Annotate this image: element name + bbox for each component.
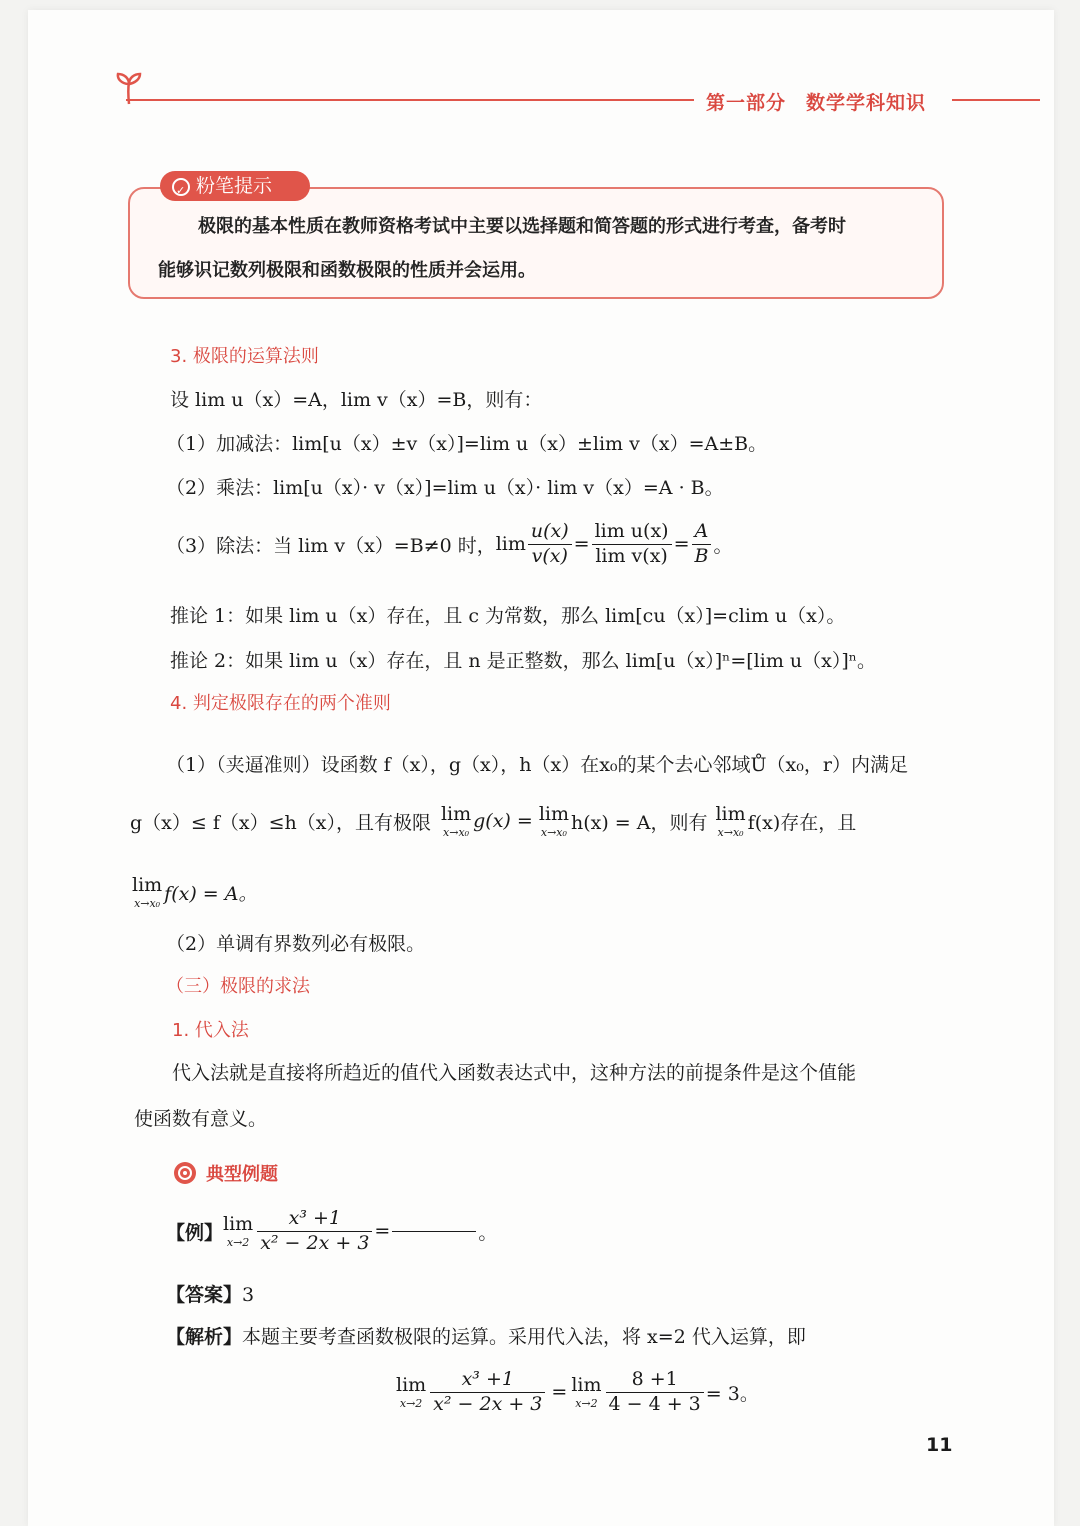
sol-lim-2: lim x→2 bbox=[571, 1373, 602, 1410]
sol-lim-1: lim x→2 bbox=[396, 1373, 427, 1410]
check-mark: ✓ bbox=[176, 184, 186, 197]
section-heading-1: 1. 代入法 bbox=[172, 1020, 249, 1041]
lim-4: lim x→x₀ bbox=[132, 873, 163, 910]
rule-add: （1）加减法：lim[u（x）±v（x）]=lim u（x）±lim v（x）=A±B。 bbox=[166, 433, 768, 455]
tip-box bbox=[128, 187, 944, 299]
frac3-num: A bbox=[692, 520, 712, 545]
rule-intro: 设 lim u（x）=A，lim v（x）=B，则有： bbox=[170, 389, 543, 411]
lim-1: lim x→x₀ bbox=[440, 802, 472, 839]
method-line1: 代入法就是直接将所趋近的值代入函数表达式中，这种方法的前提条件是这个值能 bbox=[172, 1062, 857, 1084]
method-line2: 使函数有意义。 bbox=[134, 1108, 268, 1130]
rule-div-frac1 bbox=[528, 520, 572, 569]
sol-result: = 3。 bbox=[705, 1382, 759, 1405]
header-line-right bbox=[952, 99, 1040, 101]
tip-label-badge bbox=[160, 171, 310, 201]
frac2-den: lim v(x) bbox=[595, 544, 668, 567]
typical-example-heading: 典型例题 bbox=[206, 1164, 278, 1185]
corollary-2: 推论 2：如果 lim u（x）存在，且 n 是正整数，那么 lim[u（x）]ⁿ=[lim u（x）]ⁿ。 bbox=[170, 650, 876, 672]
header-title: 第一部分 数学学科知识 bbox=[706, 92, 927, 114]
tip-label: 粉笔提示 bbox=[196, 175, 273, 197]
c1-line2b: g(x) = bbox=[473, 810, 533, 832]
corollary-1: 推论 1：如果 lim u（x）存在，且 c 为常数，那么 lim[cu（x）]=clim u（x）。 bbox=[170, 605, 846, 627]
page-number: 11 bbox=[926, 1434, 953, 1456]
example-lim: lim x→2 bbox=[223, 1212, 254, 1249]
c1-line2c: h(x) = A，则有 bbox=[570, 811, 708, 834]
lim-3: lim x→x₀ bbox=[715, 802, 746, 839]
answer-value: 3 bbox=[242, 1284, 255, 1306]
analysis-text: 本题主要考查函数极限的运算。采用代入法，将 x=2 代入运算，即 bbox=[242, 1326, 806, 1348]
answer-tag: 【答案】 bbox=[166, 1284, 243, 1306]
frac1-num: u(x) bbox=[528, 520, 572, 545]
example-question: 【例】 lim x→2 $\frac{\text{x³ +1}}{\text{x² − 2x + 3}}$ = 。 bbox=[166, 1206, 498, 1254]
rule-div-frac3 bbox=[692, 520, 712, 569]
criterion-2: （2）单调有界数列必有极限。 bbox=[166, 933, 426, 955]
criterion-1-line2 bbox=[130, 798, 856, 844]
answer-line bbox=[166, 1280, 254, 1307]
solution-equation: lim x→2 $\frac{\text{x³ +1}}{\text{x² − 2x + 3}}$ = lim x→2 $\frac{8 +1}{4 - 4 + 3}$ = 3。 bbox=[396, 1367, 759, 1415]
rule-div-frac2 bbox=[592, 520, 672, 569]
analysis-line bbox=[166, 1322, 806, 1349]
tip-text-line2: 能够识记数列极限和函数极限的性质并会运用。 bbox=[158, 260, 536, 281]
frac3-den: B bbox=[694, 544, 709, 567]
section-heading-san: （三）极限的求法 bbox=[166, 976, 310, 997]
section-heading-3: 3. 极限的运算法则 bbox=[170, 346, 319, 367]
example-tag: 【例】 bbox=[166, 1221, 224, 1244]
header-line-left bbox=[126, 99, 694, 101]
gear-icon bbox=[172, 1160, 198, 1186]
analysis-tag: 【解析】 bbox=[166, 1326, 243, 1348]
frac1-den: v(x) bbox=[531, 544, 568, 567]
rule-div-lim: lim bbox=[495, 533, 526, 555]
criterion-1-line1: （1）（夹逼准则）设函数 f（x），g（x），h（x）在x₀的某个去心邻域Ů（x₀，r）内满足 bbox=[166, 754, 908, 776]
criterion-1-line3 bbox=[132, 870, 257, 914]
c1-line2a: g（x）≤ f（x）≤h（x），且有极限 bbox=[130, 811, 431, 834]
sol-frac-2: $\frac{8 +1}{4 - 4 + 3}$ bbox=[606, 1368, 704, 1417]
example-frac: $\frac{\text{x³ +1}}{\text{x² − 2x + 3}}$ bbox=[257, 1207, 372, 1256]
c1-line2d: f(x)存在，且 bbox=[747, 811, 857, 834]
section-heading-4: 4. 判定极限存在的两个准则 bbox=[170, 693, 391, 714]
c1-line3: f(x) = A。 bbox=[164, 882, 258, 905]
example-eq: = bbox=[374, 1220, 391, 1242]
sol-frac-1: $\frac{\text{x³ +1}}{\text{x² − 2x + 3}}$ bbox=[430, 1368, 545, 1417]
lim-2: lim x→x₀ bbox=[538, 802, 569, 839]
rule-mul: （2）乘法：lim[u（x）· v（x）]=lim u（x）· lim v（x）=A · B。 bbox=[166, 477, 724, 499]
rule-div-prefix: （3）除法：当 lim v（x）=B≠0 时， bbox=[166, 534, 496, 557]
rule-div: （3）除法：当 lim v（x）=B≠0 时， lim $\frac{u(x)}{v(x)}$ = $\frac{\text{lim u(x)}}{\text{lim v(x)}}$ = $\frac{A}{B}$ 。 bbox=[166, 519, 733, 567]
frac2-num: lim u(x) bbox=[592, 520, 672, 545]
answer-blank bbox=[392, 1231, 476, 1232]
tip-text-line1: 极限的基本性质在教师资格考试中主要以选择题和简答题的形式进行考查，备考时 bbox=[198, 216, 846, 237]
